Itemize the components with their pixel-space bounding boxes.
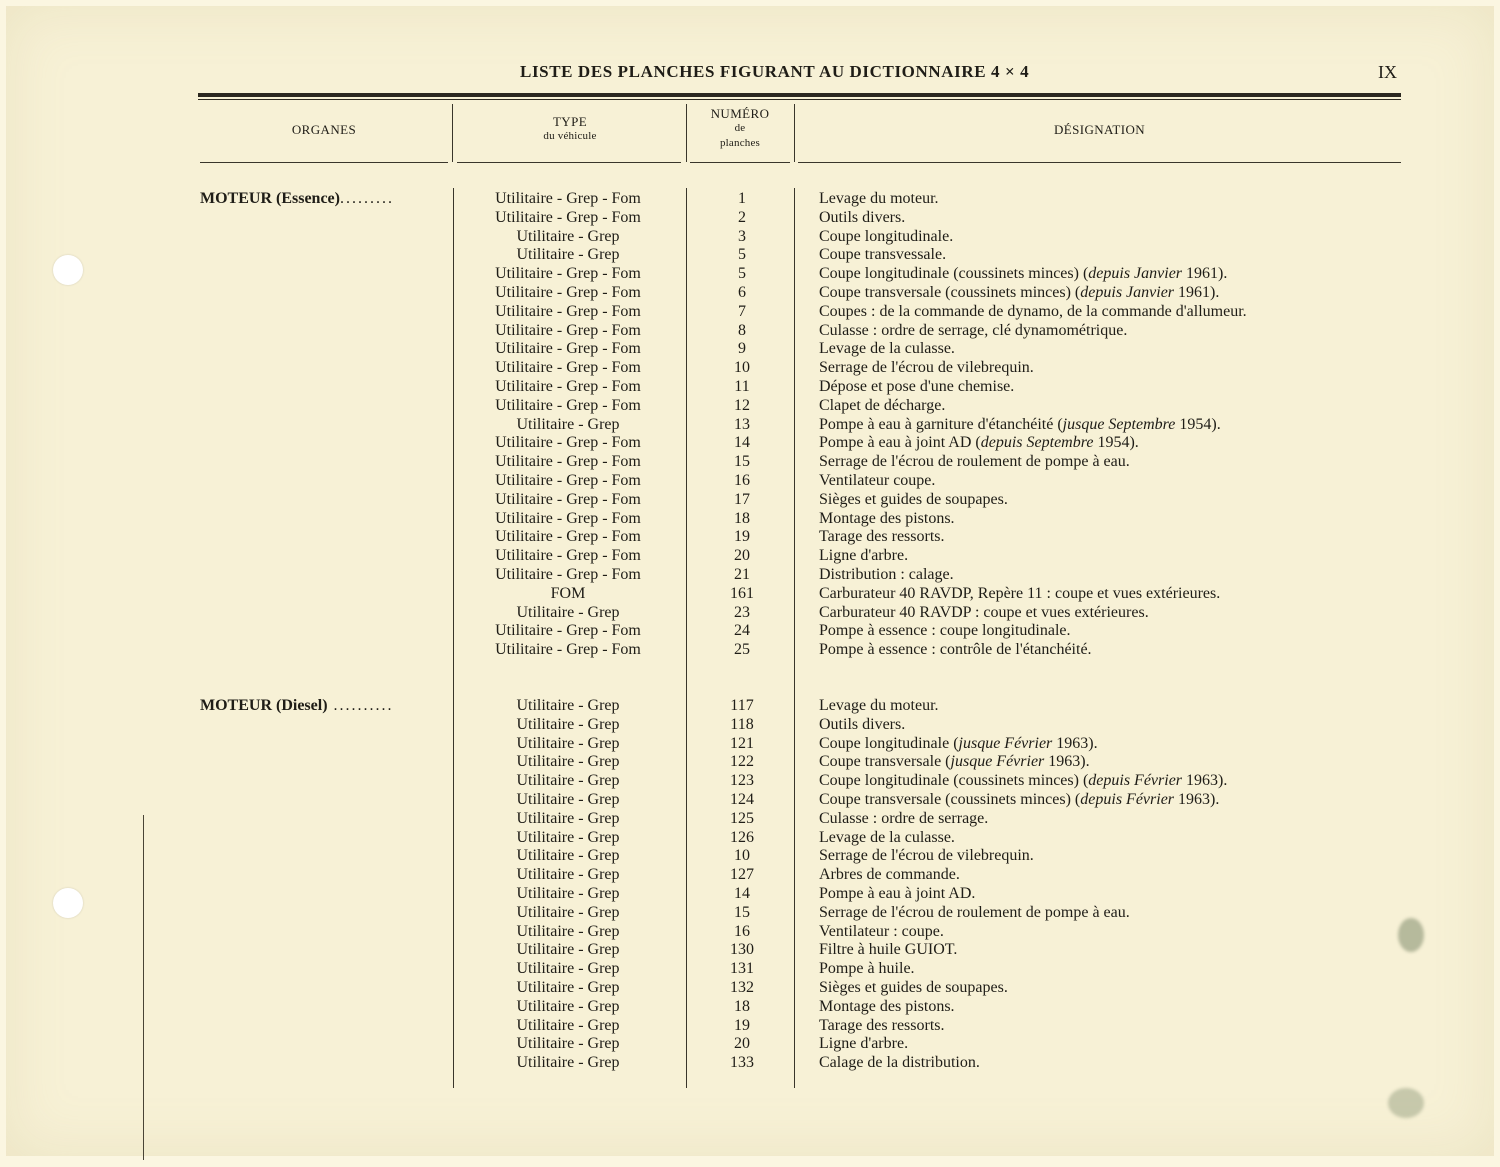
column-header-organes: ORGANES [291,122,357,137]
designation-cell: Ventilateur coupe. [819,472,936,489]
vehicle-type-cell: Utilitaire - Grep - Fom [495,396,641,414]
designation-cell: Culasse : ordre de serrage. [819,809,989,827]
column-divider [686,188,687,1088]
designation-cell: Levage du moteur. [819,190,939,207]
plate-number-cell: 25 [734,641,750,659]
vehicle-type-cell: Utilitaire - Grep - Fom [495,265,641,283]
plate-number-cell: 20 [734,547,750,565]
vehicle-type-cell: Utilitaire - Grep - Fom [495,321,641,339]
designation-cell: Serrage de l'écrou de roulement de pompe à eau. [819,903,1130,921]
header-underline [200,162,448,163]
column-divider [794,104,795,162]
designation-cell: Filtre à huile GUIOT. [819,941,958,959]
designation-cell: Serrage de l'écrou de vilebrequin. [819,847,1034,865]
vehicle-type-cell: Utilitaire - Grep [516,1035,620,1053]
vehicle-type-cell: Utilitaire - Grep [516,885,620,902]
designation-cell: Carburateur 40 RAVDP : coupe et vues extérieures. [819,603,1149,621]
plate-number-cell: 124 [730,791,754,808]
header-underline [690,162,790,163]
vehicle-type-cell: Utilitaire - Grep [516,903,620,921]
column-header-numero-line3: planches [719,137,761,149]
vehicle-type-cell: Utilitaire - Grep - Fom [495,547,641,565]
section-name: MOTEUR [200,697,272,714]
plate-number-cell: 18 [734,509,750,527]
vehicle-type-cell: Utilitaire - Grep - Fom [495,359,641,377]
section-label-essence [200,189,448,208]
vehicle-type-cell: Utilitaire - Grep [516,246,620,264]
designation-cell: Pompe à eau à joint AD (depuis Septembre 1954). [819,434,1139,452]
designation-cell: Coupes : de la commande de dynamo, de la commande d'allumeur. [819,302,1247,320]
designation-cell: Pompe à eau à joint AD. [819,885,976,902]
vehicle-type-cell: Utilitaire - Grep [516,791,620,808]
designation-cell: Pompe à huile. [819,960,915,978]
column-header-type-line1: TYPE [552,114,588,129]
vehicle-type-cell: Utilitaire - Grep - Fom [495,490,641,508]
vehicle-type-cell: Utilitaire - Grep - Fom [495,378,641,395]
plate-number-cell: 13 [734,415,750,433]
leader-dots: ......... [339,190,394,207]
plate-number-cell: 15 [734,453,750,471]
column-header-type-line2: du véhicule [543,130,597,142]
vehicle-type-cell: Utilitaire - Grep - Fom [495,302,641,320]
vehicle-type-cell: Utilitaire - Grep [516,697,620,714]
plate-number-cell: 130 [730,941,754,959]
header-rule [198,93,1401,97]
designation-cell: Pompe à essence : coupe longitudinale. [819,622,1071,640]
designation-cell: Coupe transversale (coussinets minces) (depuis Janvier 1961). [819,284,1220,301]
designation-cell: Clapet de décharge. [819,396,946,414]
designation-cell: Ventilateur : coupe. [819,922,944,940]
plate-number-cell: 16 [734,922,750,940]
binder-hole [53,255,83,285]
designation-cell: Coupe longitudinale (coussinets minces) (depuis Février 1963). [819,772,1228,790]
designation-cell: Coupe transvessale. [819,246,947,264]
plate-number-cell: 12 [734,396,750,414]
vehicle-type-cell: Utilitaire - Grep - Fom [495,509,641,527]
designation-cell: Ligne d'arbre. [819,1035,909,1053]
vehicle-type-cell: Utilitaire - Grep [516,753,620,771]
vehicle-type-cell: FOM [550,584,586,602]
vehicle-type-cell: Utilitaire - Grep - Fom [495,472,641,489]
page-title: LISTE DES PLANCHES FIGURANT AU DICTIONNAIRE 4 × 4 [520,62,1030,81]
designation-cell: Calage de la distribution. [819,1054,980,1072]
vehicle-type-cell: Utilitaire - Grep - Fom [495,528,641,546]
designation-cell: Sièges et guides de soupapes. [819,979,1008,996]
plate-number-cell: 126 [730,828,754,846]
vehicle-type-cell: Utilitaire - Grep - Fom [495,340,641,358]
section-name: MOTEUR [200,190,272,207]
designation-cell: Levage du moteur. [819,697,939,714]
designation-cell: Coupe transversale (jusque Février 1963). [819,753,1090,771]
designation-cell: Coupe longitudinale (jusque Février 1963). [819,734,1098,752]
designation-cell: Sièges et guides de soupapes. [819,490,1008,508]
vehicle-type-cell: Utilitaire - Grep [516,979,620,996]
designation-cell: Carburateur 40 RAVDP, Repère 11 : coupe et vues extérieures. [819,584,1221,602]
vehicle-type-cell: Utilitaire - Grep [516,715,620,733]
vehicle-type-cell: Utilitaire - Grep [516,227,620,245]
plate-number-cell: 19 [734,1016,750,1034]
designation-cell: Montage des pistons. [819,509,955,527]
designation-cell: Ligne d'arbre. [819,547,909,565]
vehicle-type-cell: Utilitaire - Grep [516,922,620,940]
designation-cell: Levage de la culasse. [819,828,955,846]
leader-dots: .......... [327,697,394,714]
designation-cell: Pompe à essence : contrôle de l'étanchéité. [819,641,1092,659]
plate-number-cell: 127 [730,866,754,884]
plate-number-cell: 132 [730,979,754,996]
vehicle-type-cell: Utilitaire - Grep [516,809,620,827]
plate-number-cell: 19 [734,528,750,546]
vehicle-type-cell: Utilitaire - Grep - Fom [495,622,641,640]
designation-cell: Serrage de l'écrou de roulement de pompe à eau. [819,453,1130,471]
vehicle-type-cell: Utilitaire - Grep - Fom [495,641,641,659]
plate-number-cell: 117 [730,697,754,714]
paper-stain [1398,918,1424,952]
vehicle-type-cell: Utilitaire - Grep [516,415,620,433]
plate-number-cell: 14 [734,885,750,902]
plate-number-cell: 9 [738,340,746,358]
vehicle-type-cell: Utilitaire - Grep - Fom [495,208,641,226]
designation-cell: Pompe à eau à garniture d'étanchéité (jusque Septembre 1954). [819,415,1221,433]
vehicle-type-cell: Utilitaire - Grep [516,828,620,846]
plate-number-cell: 7 [738,302,746,320]
column-header-type [456,114,684,144]
plate-number-cell: 1 [738,190,746,207]
header-underline [457,162,681,163]
designation-cell: Outils divers. [819,208,906,226]
plate-number-cell: 131 [730,960,754,978]
designation-cell: Serrage de l'écrou de vilebrequin. [819,359,1034,377]
vehicle-type-cell: Utilitaire - Grep [516,847,620,865]
vehicle-type-cell: Utilitaire - Grep - Fom [495,190,641,207]
designation-cell: Montage des pistons. [819,997,955,1015]
page-number: IX [1378,62,1397,82]
vehicle-type-cell: Utilitaire - Grep - Fom [495,566,641,583]
binder-hole [53,888,83,918]
column-header-numero-line2: de [734,122,746,134]
column-divider [452,104,453,162]
vehicle-type-cell: Utilitaire - Grep [516,997,620,1015]
column-header-numero-line1: NUMÉRO [710,106,770,121]
designation-cell: Coupe transversale (coussinets minces) (depuis Février 1963). [819,791,1220,808]
paper-stain [1388,1088,1424,1118]
vehicle-type-cell: Utilitaire - Grep - Fom [495,434,641,452]
plate-number-cell: 17 [734,490,750,508]
plate-number-cell: 10 [734,359,750,377]
designation-cell: Arbres de commande. [819,866,960,884]
plate-number-cell: 2 [738,208,746,226]
plate-number-cell: 10 [734,847,750,865]
vehicle-type-cell: Utilitaire - Grep [516,941,620,959]
plate-number-cell: 125 [730,809,754,827]
plate-number-cell: 122 [730,753,754,771]
vehicle-type-cell: Utilitaire - Grep [516,603,620,621]
plate-number-cell: 161 [730,584,754,602]
designation-cell: Outils divers. [819,715,906,733]
plate-number-cell: 5 [738,265,746,283]
plate-number-cell: 15 [734,903,750,921]
plate-number-cell: 5 [738,246,746,264]
vehicle-type-cell: Utilitaire - Grep [516,1016,620,1034]
designation-cell: Levage de la culasse. [819,340,955,358]
header-underline [798,162,1401,163]
vehicle-type-cell: Utilitaire - Grep [516,960,620,978]
section-qualifier: (Diesel) [276,697,328,714]
plate-number-cell: 18 [734,997,750,1015]
vehicle-type-cell: Utilitaire - Grep [516,772,620,790]
plate-number-cell: 14 [734,434,750,452]
plate-number-cell: 20 [734,1035,750,1053]
plate-number-cell: 133 [730,1054,754,1072]
designation-cell: Distribution : calage. [819,566,954,583]
column-header-designation: DÉSIGNATION [1053,122,1146,137]
plate-number-cell: 123 [730,772,754,790]
designation-cell: Coupe longitudinale (coussinets minces) (depuis Janvier 1961). [819,265,1228,283]
section-qualifier: (Essence) [276,190,340,207]
designation-cell: Dépose et pose d'une chemise. [819,378,1015,395]
column-header-numero [688,106,792,151]
plate-number-cell: 3 [738,227,746,245]
designation-cell: Culasse : ordre de serrage, clé dynamométrique. [819,321,1128,339]
plate-number-cell: 24 [734,622,750,640]
margin-line [143,815,144,1160]
vehicle-type-cell: Utilitaire - Grep [516,734,620,752]
plate-number-cell: 11 [734,378,750,395]
designation-cell: Coupe longitudinale. [819,227,954,245]
plate-number-cell: 23 [734,603,750,621]
designation-cell: Tarage des ressorts. [819,1016,945,1034]
vehicle-type-cell: Utilitaire - Grep - Fom [495,453,641,471]
plate-number-cell: 6 [738,284,746,301]
plate-number-cell: 121 [730,734,754,752]
vehicle-type-cell: Utilitaire - Grep [516,1054,620,1072]
section-label-diesel [200,696,448,715]
plate-number-cell: 8 [738,321,746,339]
plate-number-cell: 16 [734,472,750,489]
column-divider [794,188,795,1088]
header-rule-thin [198,99,1401,100]
vehicle-type-cell: Utilitaire - Grep - Fom [495,284,641,301]
column-divider [686,104,687,162]
plate-number-cell: 21 [734,566,750,583]
designation-cell: Tarage des ressorts. [819,528,945,546]
plate-number-cell: 118 [730,715,754,733]
vehicle-type-cell: Utilitaire - Grep [516,866,620,884]
